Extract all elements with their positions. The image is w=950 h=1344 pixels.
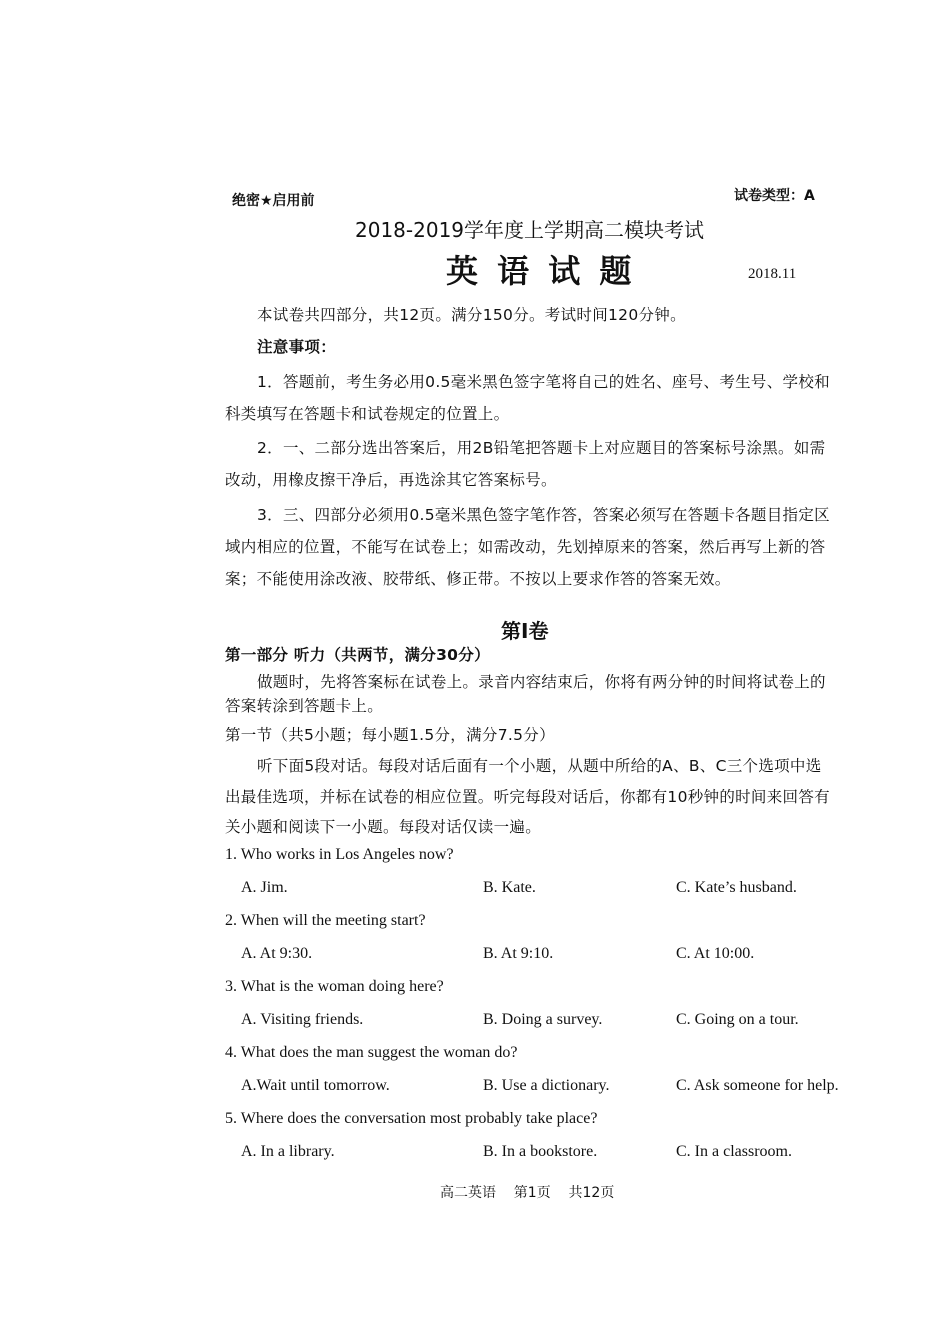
subject-title: 英 语 试 题 [446, 252, 636, 290]
question-3-option-a: A. Visiting friends. [241, 1011, 364, 1028]
part1-heading: 第一部分 听力（共两节，满分30分） [225, 646, 490, 664]
part1-instructions-line-2: 答案转涂到答题卡上。 [225, 697, 384, 715]
note-3-line-3: 案；不能使用涂改液、胶带纸、修正带。不按以上要求作答的答案无效。 [225, 570, 731, 588]
question-1-option-b: B. Kate. [483, 879, 536, 896]
question-2-option-c: C. At 10:00. [676, 945, 755, 962]
question-2-option-a: A. At 9:30. [241, 945, 313, 962]
part1-instructions-line-1: 做题时，先将答案标在试卷上。录音内容结束后，你将有两分钟的时间将试卷上的 [257, 673, 826, 691]
question-1-option-c: C. Kate’s husband. [676, 879, 797, 896]
question-2-option-b: B. At 9:10. [483, 945, 554, 962]
section1-instructions-line-3: 关小题和阅读下一小题。每段对话仅读一遍。 [225, 818, 542, 836]
question-4-option-c: C. Ask someone for help. [676, 1077, 839, 1094]
page-footer: 高二英语 第1页 共12页 [440, 1185, 615, 1201]
note-2-line-2: 改动，用橡皮擦干净后，再选涂其它答案标号。 [225, 471, 557, 489]
secret-mark: 绝密★启用前 [232, 193, 315, 209]
note-3-line-1: 3．三、四部分必须用0.5毫米黑色签字笔作答，答案必须写在答题卡各题目指定区 [257, 506, 830, 524]
question-4: 4. What does the man suggest the woman do? [225, 1044, 518, 1061]
question-5: 5. Where does the conversation most probably take place? [225, 1110, 598, 1127]
section1-heading: 第一节（共5小题；每小题1.5分，满分7.5分） [225, 726, 555, 744]
question-1: 1. Who works in Los Angeles now? [225, 846, 454, 863]
section1-instructions-line-2: 出最佳选项，并标在试卷的相应位置。听完每段对话后，你都有10秒钟的时间来回答有 [225, 788, 830, 806]
exam-date: 2018.11 [748, 266, 797, 282]
volume-title: 第Ⅰ卷 [501, 619, 549, 643]
exam-title: 2018-2019学年度上学期高二模块考试 [355, 218, 705, 242]
question-5-option-b: B. In a bookstore. [483, 1143, 598, 1160]
question-3: 3. What is the woman doing here? [225, 978, 444, 995]
question-3-option-b: B. Doing a survey. [483, 1011, 603, 1028]
notes-heading: 注意事项： [257, 338, 337, 356]
note-1-line-1: 1．答题前，考生务必用0.5毫米黑色签字笔将自己的姓名、座号、考生号、学校和 [257, 373, 830, 391]
section1-instructions-line-1: 听下面5段对话。每段对话后面有一个小题，从题中所给的A、B、C三个选项中选 [257, 757, 822, 775]
note-3-line-2: 域内相应的位置，不能写在试卷上；如需改动，先划掉原来的答案，然后再写上新的答 [225, 538, 826, 556]
question-4-option-a: A.Wait until tomorrow. [241, 1077, 390, 1094]
paper-type: 试卷类型：A [734, 188, 815, 204]
question-5-option-c: C. In a classroom. [676, 1143, 792, 1160]
question-5-option-a: A. In a library. [241, 1143, 335, 1160]
note-1-line-2: 科类填写在答题卡和试卷规定的位置上。 [225, 405, 510, 423]
question-1-option-a: A. Jim. [241, 879, 288, 896]
question-4-option-b: B. Use a dictionary. [483, 1077, 610, 1094]
question-3-option-c: C. Going on a tour. [676, 1011, 799, 1028]
question-2: 2. When will the meeting start? [225, 912, 426, 929]
note-2-line-1: 2．一、二部分选出答案后，用2B铅笔把答题卡上对应题目的答案标号涂黑。如需 [257, 439, 826, 457]
intro-text: 本试卷共四部分，共12页。满分150分。考试时间120分钟。 [257, 306, 686, 324]
